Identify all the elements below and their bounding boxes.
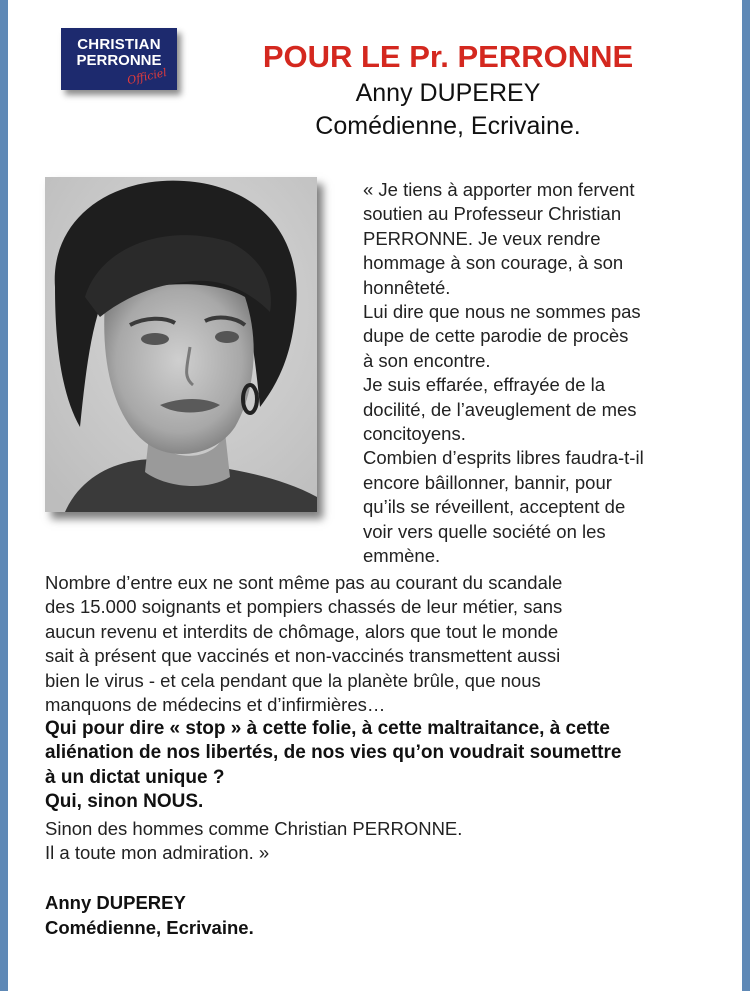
logo-line-1: CHRISTIAN bbox=[77, 36, 161, 53]
logo-line-3: Officiel bbox=[126, 65, 168, 88]
author-name-heading: Anny DUPEREY bbox=[355, 79, 541, 107]
author-role-heading: Comédienne, Ecrivaine. bbox=[315, 112, 581, 140]
quote-body-text: Nombre d’entre eux ne sont même pas au courant du scandale des 15.000 soignants et pompiers chassés de leur métier, sans aucun revenu et interdits de chômage, alors que tout le monde sait à présent que vaccinés et non-vaccinés transmettent aussi bien le virus - et cela pendant que la planète brûle, que nous manquons de médecins et d’infirmières… bbox=[45, 572, 563, 716]
quote-closing-text: Sinon des hommes comme Christian PERRONNE. Il a toute mon admiration. » bbox=[45, 818, 463, 864]
logo-line-2: PERRONNE bbox=[76, 52, 162, 69]
quote-wrapped-text: « Je tiens à apporter mon fervent soutien au Professeur Christian PERRONNE. Je veux rendre hommage à son courage, à son honnêteté. Lui dire que nous ne sommes pas dupe de cette parodie de procès à son encontre. Je suis effarée, effrayée de la docilité, de l’aveuglement de mes concitoyens. Combien d’esprits libres faudra-t-il encore bâillonner, bannir, pour qu’ils se réveillent, acceptent de voir vers quelle société on les emmène. bbox=[363, 179, 644, 567]
quote-bold-text: Qui pour dire « stop » à cette folie, à cette maltraitance, à cette aliénation de nos libertés, de nos vies qu’on voudrait soumettre à un dictat unique ? Qui, sinon NOUS. bbox=[45, 718, 622, 813]
page-title: POUR LE Pr. PERRONNE bbox=[262, 39, 634, 74]
document-page bbox=[8, 0, 742, 991]
signature-role: Comédienne, Ecrivaine. bbox=[45, 917, 254, 938]
signature-name: Anny DUPEREY bbox=[45, 892, 186, 913]
author-portrait-photo bbox=[45, 177, 317, 512]
christian-perronne-logo bbox=[61, 28, 177, 90]
